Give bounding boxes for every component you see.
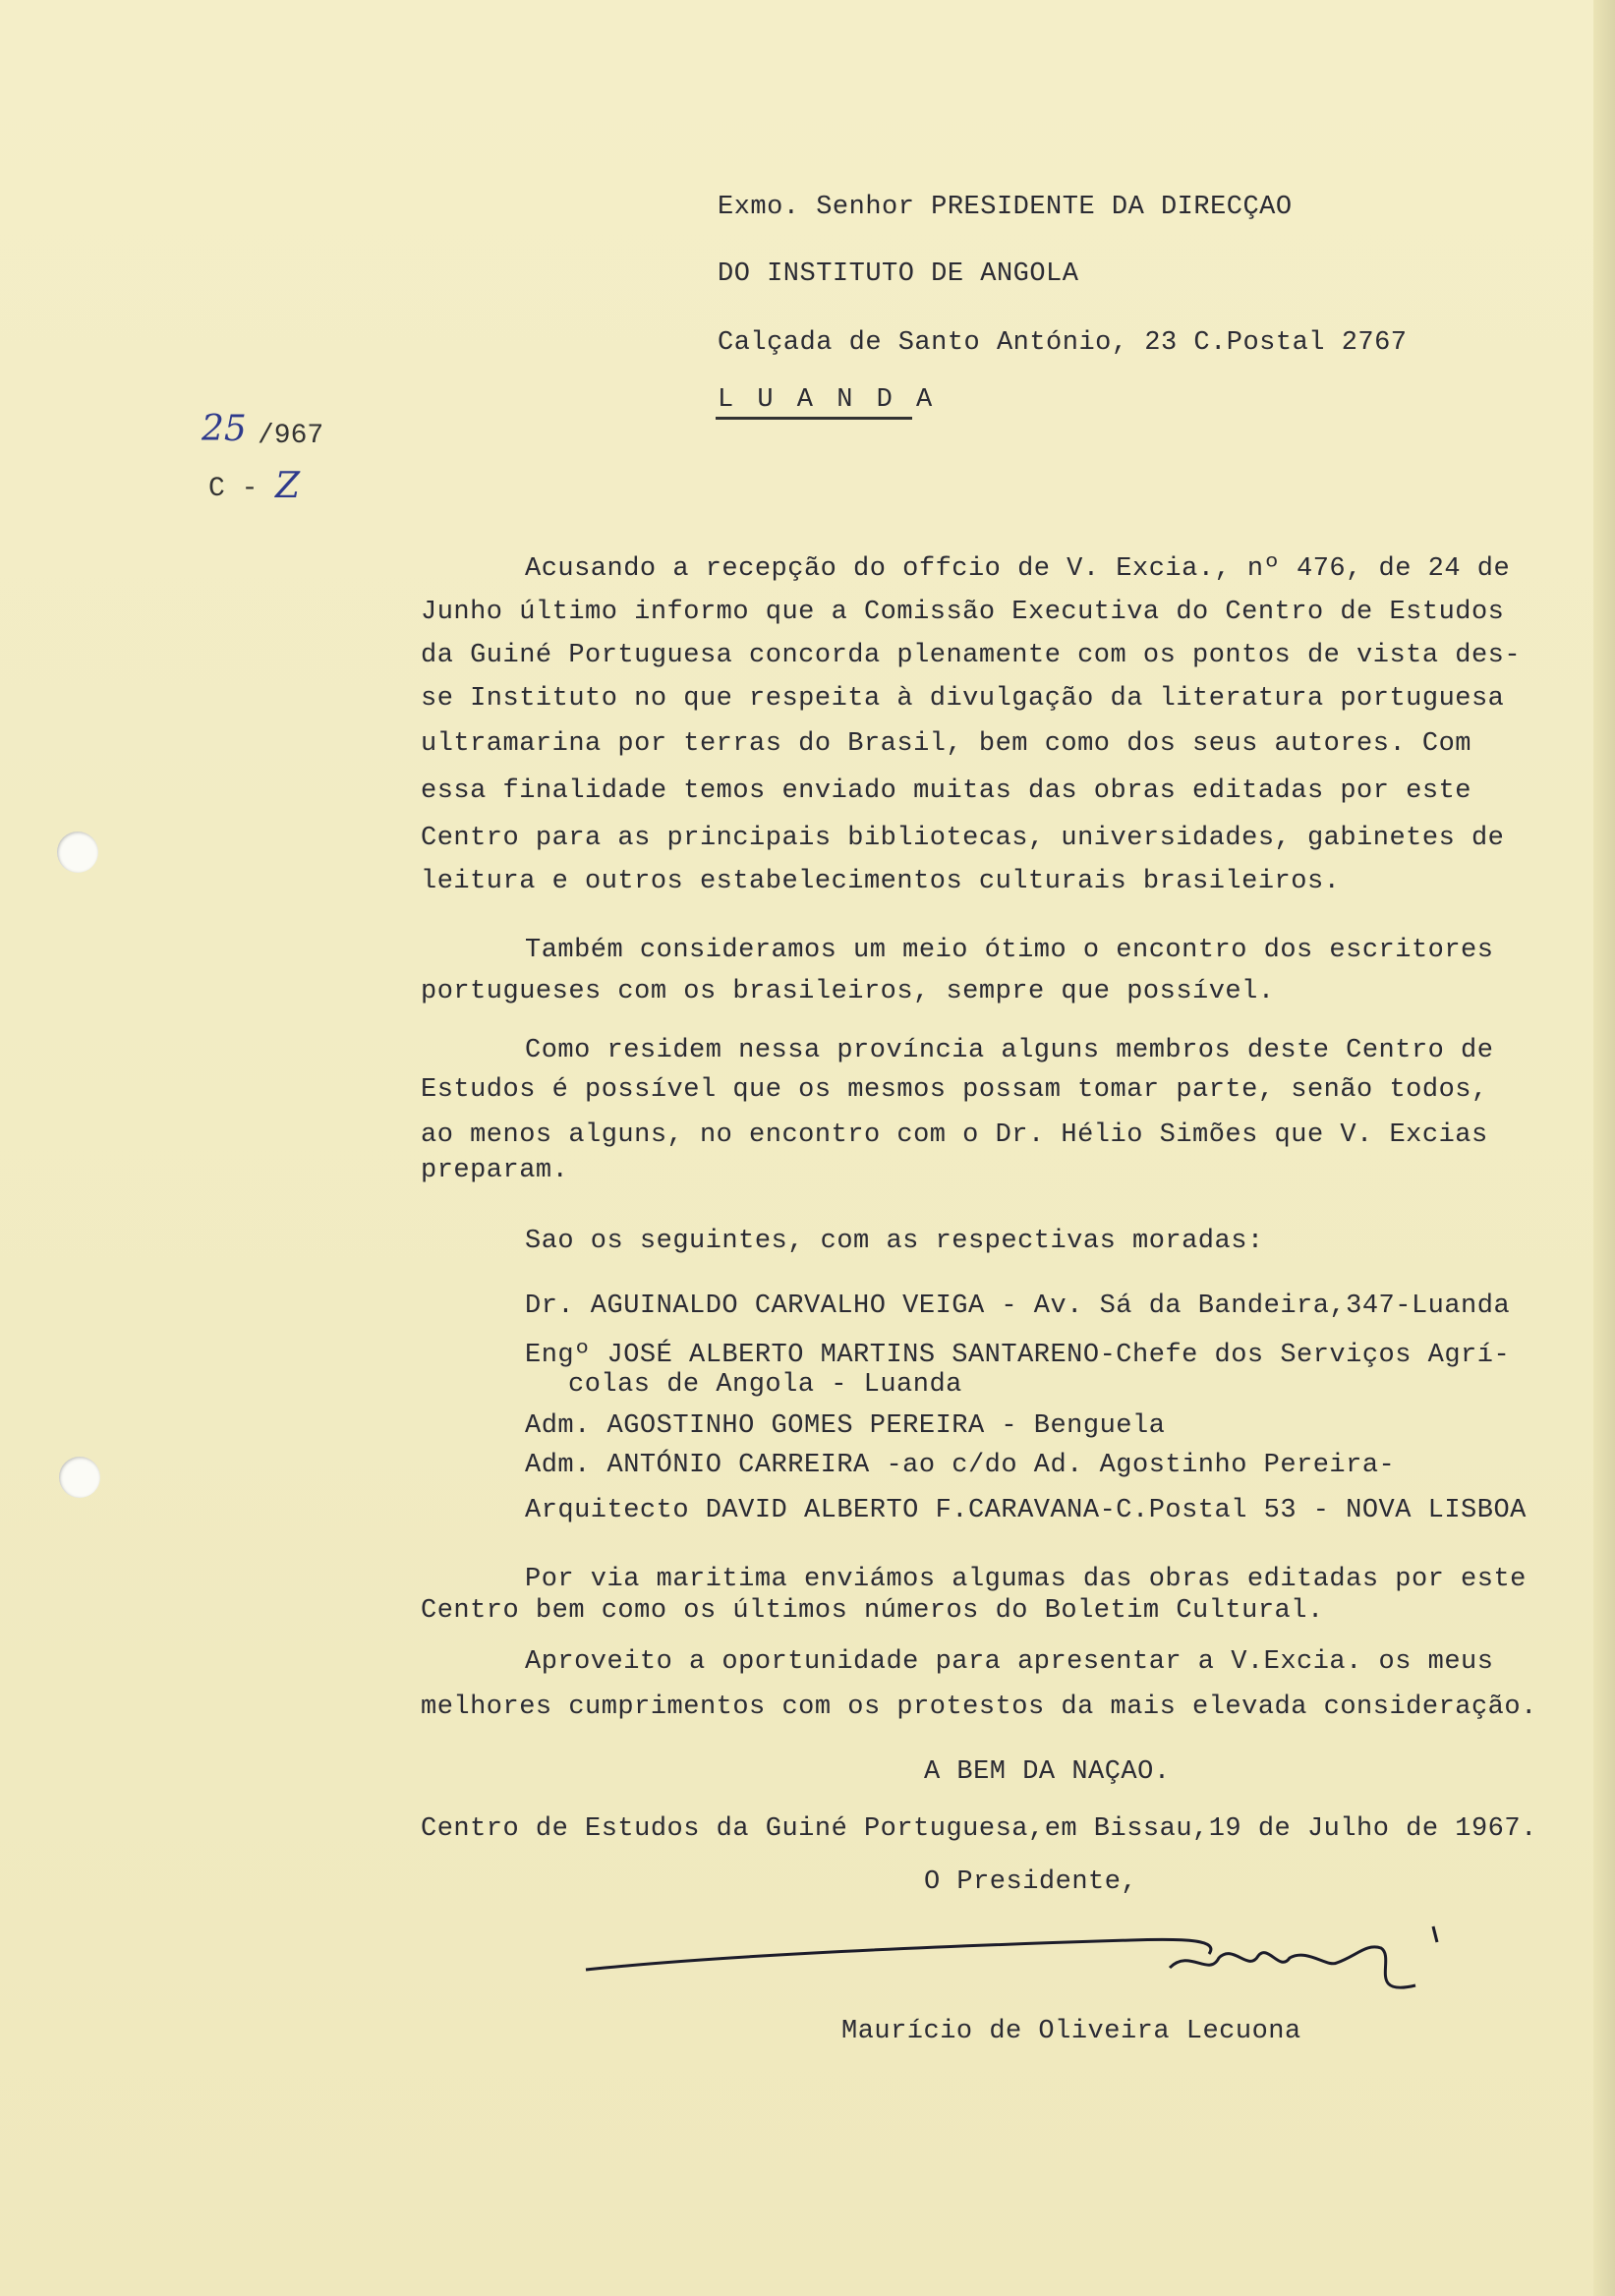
reference-code-handwritten: Z [275,466,301,506]
member-4: Adm. ANTÓNIO CARREIRA -ao c/do Ad. Agostinho Pereira- [525,1451,1396,1480]
p5-line-1: Aproveito a oportunidade para apresentar a V.Excia. os meus [525,1647,1494,1677]
reference-number-handwritten: 25 [202,409,247,449]
list-intro: Sao os seguintes, com as respectivas moradas: [525,1227,1264,1256]
p1-line-3: da Guiné Portuguesa concorda plenamente com os pontos de vista des- [421,641,1522,670]
p1-line-7: Centro para as principais bibliotecas, universidades, gabinetes de [421,824,1505,853]
member-2: Engº JOSÉ ALBERTO MARTINS SANTARENO-Chefe dos Serviços Agrí- [525,1341,1511,1370]
p1-line-6: essa finalidade temos enviado muitas das obras editadas por este [421,776,1471,806]
p2-line-2: portugueses com os brasileiros, sempre que possível. [421,977,1275,1006]
reference-code: C - [208,474,259,504]
p3-line-4: preparam. [421,1156,569,1185]
p3-line-3: ao menos alguns, no encontro com o Dr. Hélio Simões que V. Excias [421,1120,1488,1150]
closing-title: O Presidente, [924,1867,1138,1897]
member-1: Dr. AGUINALDO CARVALHO VEIGA - Av. Sá da Bandeira,347-Luanda [525,1292,1511,1321]
p2-line-1: Também consideramos um meio ótimo o encontro dos escritores [525,936,1494,965]
p3-line-1: Como residem nessa província alguns membros deste Centro de [525,1036,1494,1065]
member-2-cont: colas de Angola - Luanda [568,1370,962,1400]
address-line-2: DO INSTITUTO DE ANGOLA [718,259,1079,289]
signer-name: Maurício de Oliveira Lecuona [841,2017,1301,2046]
address-city: L U A N D A [718,385,937,415]
p1-line-2: Junho último informo que a Comissão Executiva do Centro de Estudos [421,598,1505,627]
closing-motto: A BEM DA NAÇAO. [924,1757,1171,1787]
reference-year: /967 [258,421,324,451]
p4-line-1: Por via maritima enviámos algumas das obras editadas por este [525,1565,1527,1594]
p5-line-2: melhores cumprimentos com os protestos da mais elevada consideração. [421,1693,1537,1722]
member-5: Arquitecto DAVID ALBERTO F.CARAVANA-C.Postal 53 - NOVA LISBOA [525,1496,1527,1525]
p1-line-8: leitura e outros estabelecimentos culturais brasileiros. [421,867,1341,896]
paper-edge [1593,0,1615,2296]
punch-hole-bottom [59,1457,100,1498]
closing-place-date: Centro de Estudos da Guiné Portuguesa,em Bissau,19 de Julho de 1967. [421,1814,1537,1844]
p1-line-1: Acusando a recepção do offcio de V. Excia., nº 476, de 24 de [525,554,1511,584]
p3-line-2: Estudos é possível que os mesmos possam tomar parte, senão todos, [421,1075,1488,1105]
punch-hole-top [57,832,98,873]
address-line-1: Exmo. Senhor PRESIDENTE DA DIRECÇAO [718,193,1293,222]
member-3: Adm. AGOSTINHO GOMES PEREIRA - Benguela [525,1411,1166,1441]
p1-line-5: ultramarina por terras do Brasil, bem como dos seus autores. Com [421,729,1471,759]
address-line-3: Calçada de Santo António, 23 C.Postal 2767 [718,328,1408,358]
city-underline [716,417,912,420]
p1-line-4: se Instituto no que respeita à divulgação da literatura portuguesa [421,684,1505,714]
handwritten-signature [580,1919,1445,2027]
p4-line-2: Centro bem como os últimos números do Boletim Cultural. [421,1596,1324,1626]
